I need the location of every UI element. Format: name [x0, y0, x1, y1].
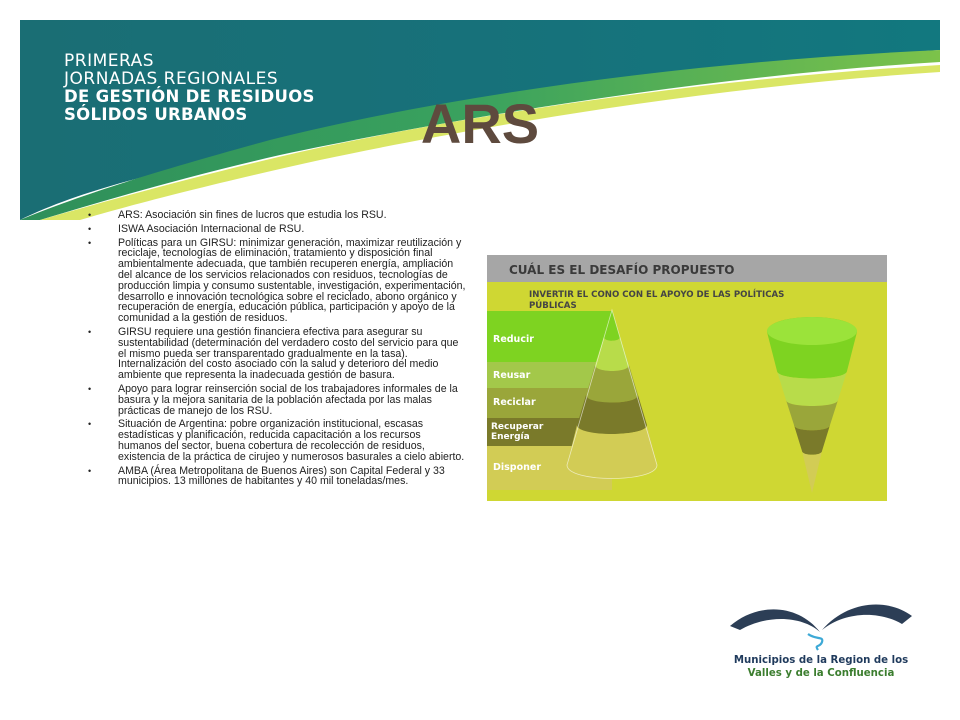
logo-line: Municipios de la Region de los [733, 655, 909, 666]
bullet-item: • GIRSU requiere una gestión financiera efectiva para asegurar su sustentabilidad (determinación del verdadero costo del servicio para que el mismo pueda ser transparentado gradualmente en la tasa). Internalización del costo asociado con la salud y deterioro del medio ambiente que representa la inadecuada gestión de basura. [82, 327, 466, 381]
level-label-energia: Energía [491, 432, 530, 442]
bullet-item: • AMBA (Área Metropolitana de Buenos Aires) son Capital Federal y 33 municipios. 13 millones de habitantes y 40 mil toneladas/mes. [82, 466, 466, 488]
slide-title: ARS [420, 92, 540, 155]
figure-subtitle-line1: INVERTIR EL CONO CON EL APOYO DE LAS POLÍTICAS [529, 290, 785, 300]
bullet-item: • Políticas para un GIRSU: minimizar generación, maximizar reutilización y reciclaje, tecnologías de eliminación, tratamiento y disposición final ambientalmente adecuada, que también recuperen energía, ampliación del alcance de los servicios relacionados con residuos, tecnologías de producción limpia y consumo sustentable, investigación, experimentación, desarrollo e innovación tecnológica sobre el reciclado, abono orgánico y recuperación de energía, educación pública, participación y apoyo de la comunidad a la gestión de residuos. [82, 238, 466, 324]
logo-emblem [728, 596, 914, 696]
figure-header: CUÁL ES EL DESAFÍO PROPUESTO [509, 263, 735, 277]
event-title-line: SÓLIDOS URBANOS [64, 105, 248, 124]
bullet-item: • ISWA Asociación Internacional de RSU. [82, 224, 466, 235]
event-title [64, 52, 315, 124]
bullet-item: • Situación de Argentina: pobre organización institucional, escasas estadísticas y planificación, reducida capacitación a los recursos humanos del sector, buena cobertura de recolección de residuos, existencia de la práctica de cirujeo y numerosos basurales a cielo abierto. [82, 419, 466, 462]
figure-subtitle-line2: PÚBLICAS [529, 301, 577, 311]
logo-line: Valles y de la Confluencia [747, 668, 895, 679]
event-title-line: DE GESTIÓN DE RESIDUOS [64, 87, 315, 106]
level-label-disponer: Disponer [493, 462, 542, 473]
waste-hierarchy-figure [487, 255, 887, 501]
event-title-line: JORNADAS REGIONALES [64, 69, 279, 89]
bullet-list [82, 210, 466, 490]
level-label-reusar: Reusar [493, 370, 531, 381]
logo-text [728, 654, 914, 680]
level-label-reducir: Reducir [493, 334, 534, 345]
bullet-item: • ARS: Asociación sin fines de lucros que estudia los RSU. [82, 210, 466, 221]
bullet-item: • Apoyo para lograr reinserción social de los trabajadores informales de la basura y la mejora sanitaria de la población afectada por las malas prácticas de manejo de los RSU. [82, 384, 466, 416]
event-title-line: PRIMERAS [64, 51, 155, 71]
level-label-recuperar: Recuperar [491, 422, 544, 432]
level-label-reciclar: Reciclar [493, 397, 536, 408]
